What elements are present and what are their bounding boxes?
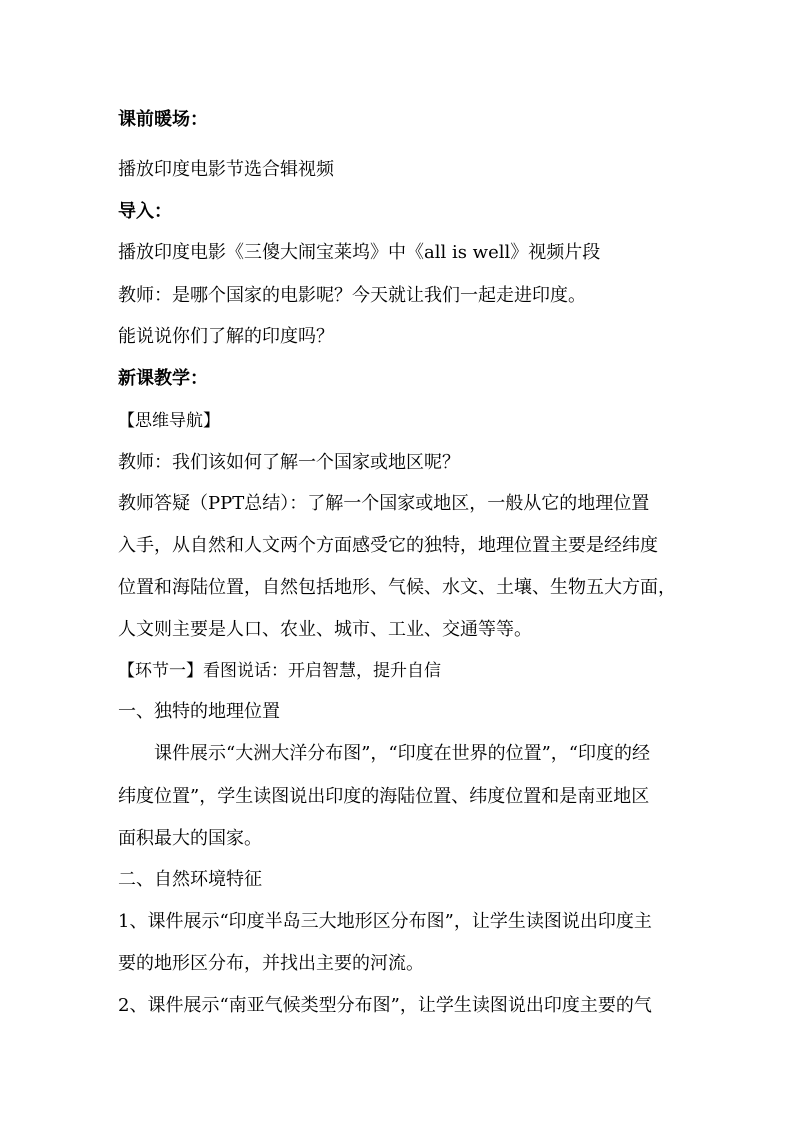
part1-line-1: 课件展示“大洲大洋分布图”，“印度在世界的位置”，“印度的经 (154, 743, 651, 764)
warmup-body: 播放印度电影节选合辑视频 (118, 159, 334, 180)
new-lesson-line-3: 入手，从自然和人文两个方面感受它的独特，地理位置主要是经纬度 (118, 535, 658, 556)
part1-line-2: 纬度位置”，学生读图说出印度的海陆位置、纬度位置和是南亚地区 (118, 786, 650, 807)
part2-line-3: 2、课件展示“南亚气候类型分布图”，让学生读图说出印度主要的气 (118, 995, 652, 1016)
intro-line-3: 能说说你们了解的印度吗？ (118, 326, 334, 347)
intro-heading: 导入： (118, 201, 172, 222)
intro-line-2: 教师：是哪个国家的电影呢？今天就让我们一起走进印度。 (118, 285, 586, 306)
part2-title: 二、自然环境特征 (118, 869, 262, 890)
new-lesson-heading: 新课教学： (118, 368, 208, 389)
thinking-nav-heading: 【思维导航】 (118, 411, 220, 431)
new-lesson-line-1: 教师：我们该如何了解一个国家或地区呢？ (118, 452, 460, 473)
part2-line-2: 要的地形区分布，并找出主要的河流。 (118, 953, 424, 974)
part1-title: 一、独特的地理位置 (118, 701, 280, 722)
new-lesson-line-4: 位置和海陆位置，自然包括地形、气候、水文、土壤、生物五大方面， (118, 577, 676, 598)
warmup-heading: 课前暖场： (118, 109, 208, 130)
part2-line-1: 1、课件展示“印度半岛三大地形区分布图”，让学生读图说出印度主 (118, 911, 652, 932)
intro-line-1: 播放印度电影《三傻大闹宝莱坞》中《all is well》视频片段 (118, 242, 601, 263)
link1-heading: 【环节一】看图说话：开启智慧，提升自信 (118, 661, 441, 681)
new-lesson-line-2: 教师答疑（PPT总结）：了解一个国家或地区，一般从它的地理位置 (118, 493, 650, 514)
new-lesson-line-5: 人文则主要是人口、农业、城市、工业、交通等等。 (118, 619, 532, 640)
part1-line-3: 面积最大的国家。 (118, 828, 262, 849)
